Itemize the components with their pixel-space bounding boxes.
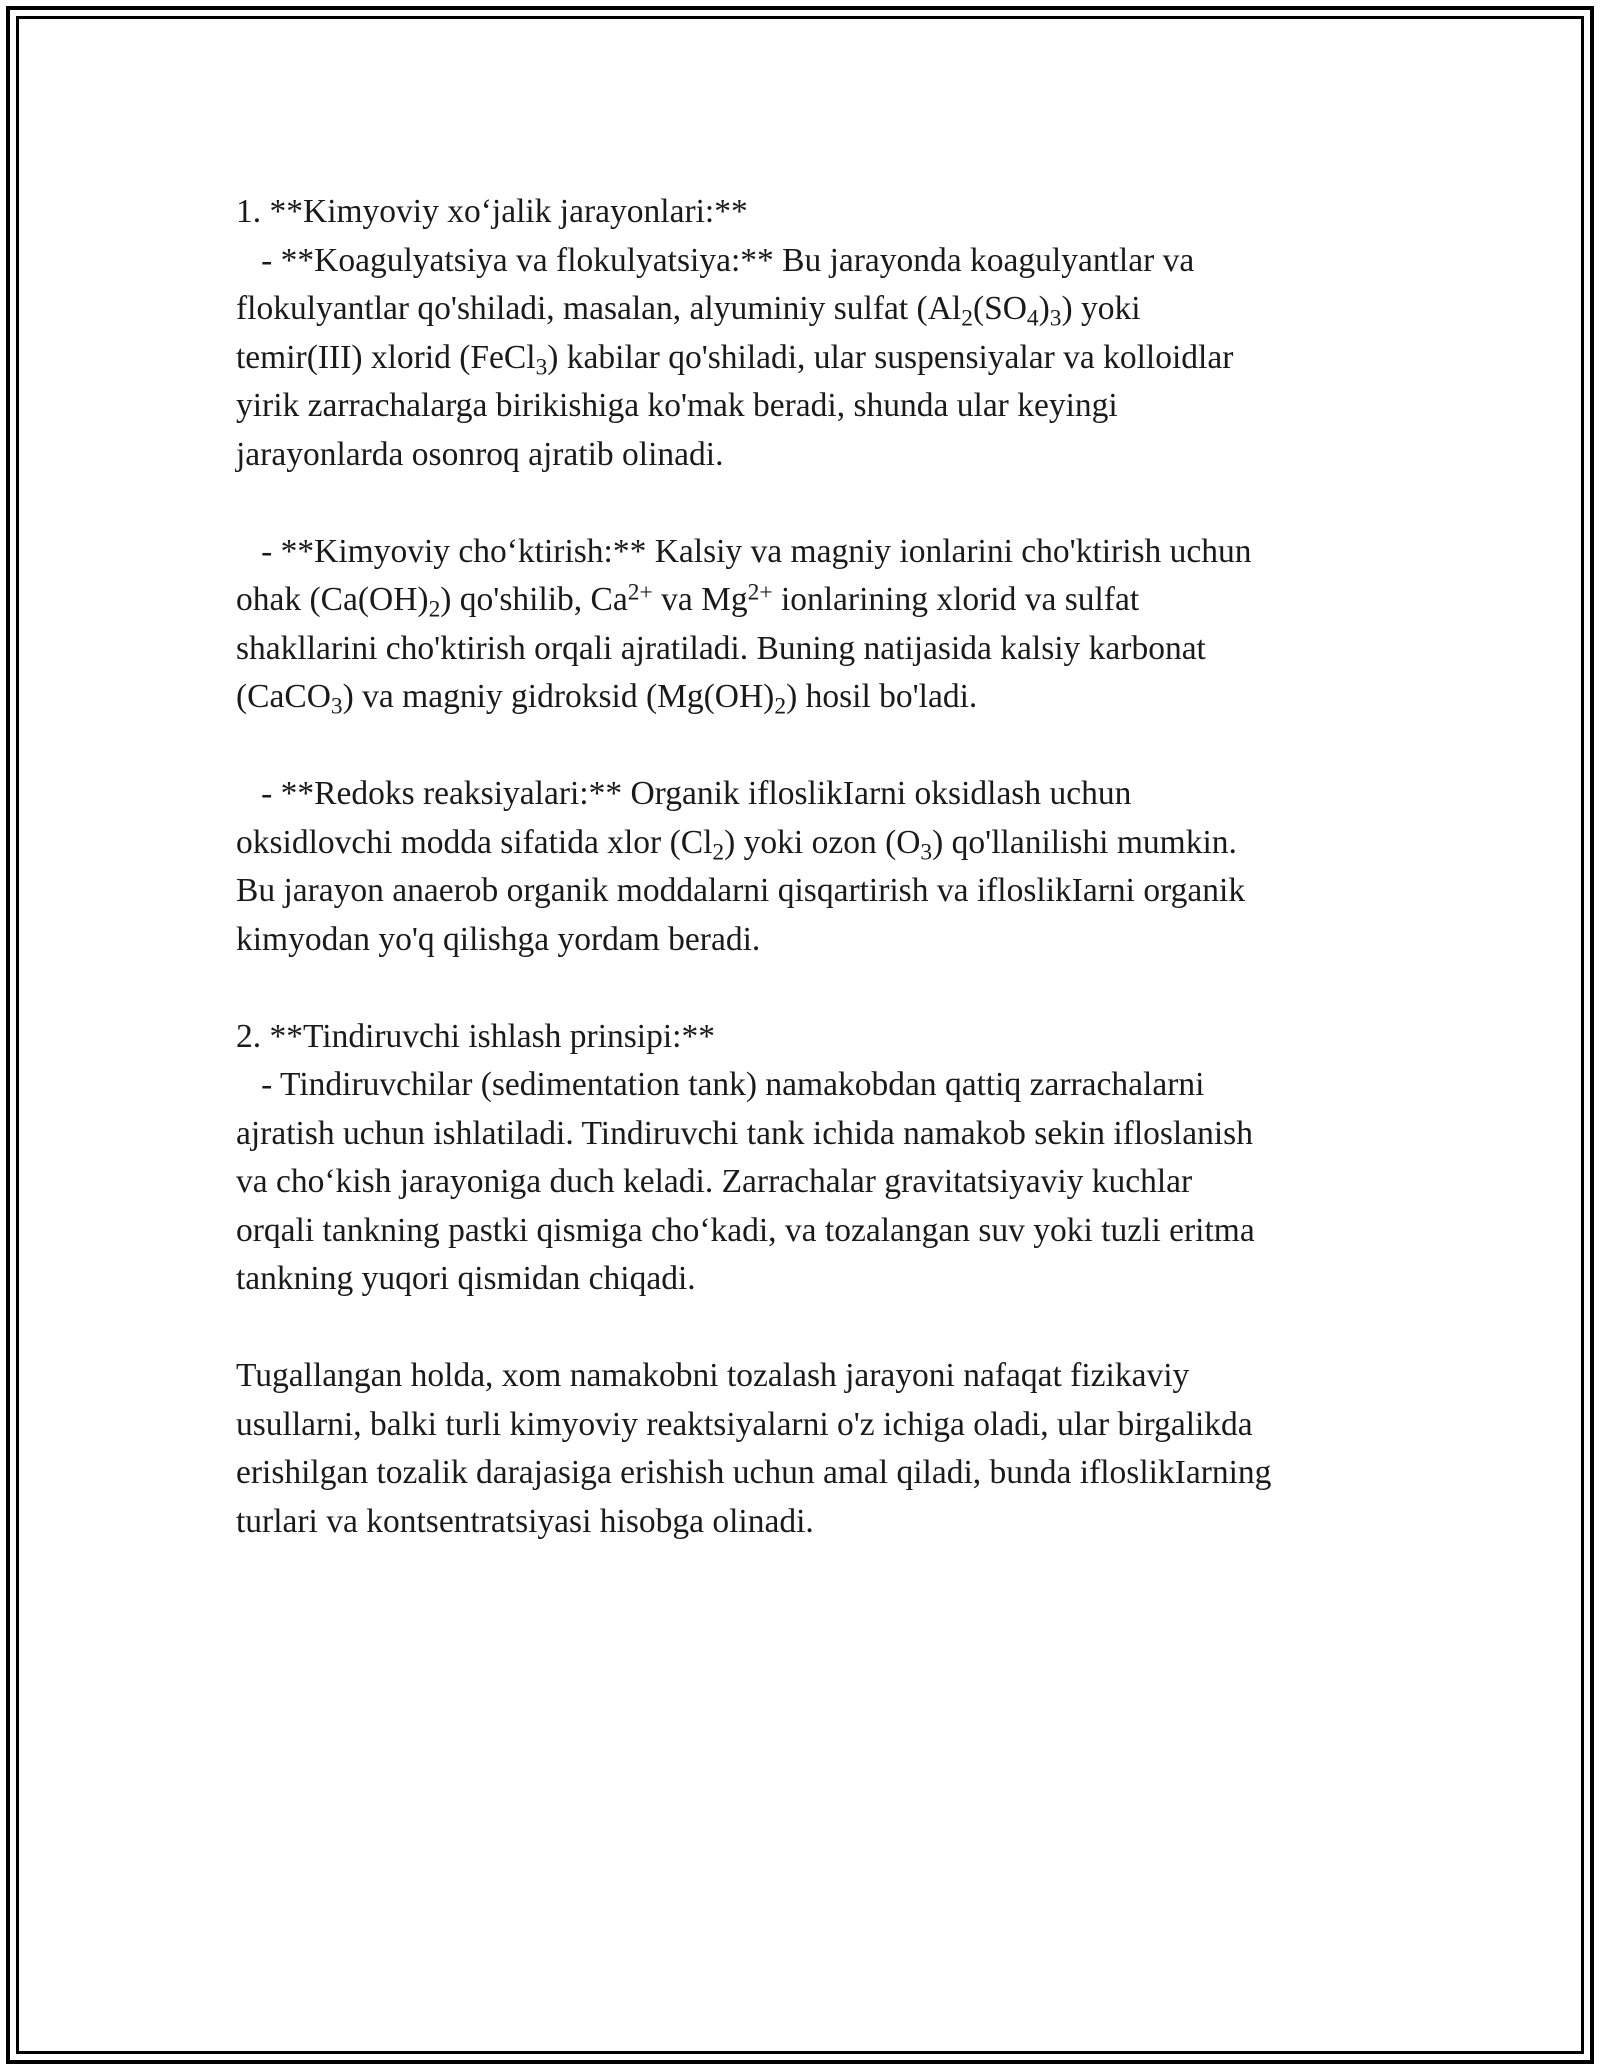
text-line: (CaCO$_3$) va magniy gidroksid $(Mg(OH)_2)$ hosil bo'ladi. — [236, 678, 978, 720]
text-line: erishilgan tozalik darajasiga erishish uchun amal qiladi, bunda ifloslikIarning — [236, 1454, 1272, 1491]
paragraph-redoks — [236, 770, 1386, 964]
document-body — [236, 188, 1386, 1546]
paragraph-tindiruvchi — [236, 1061, 1386, 1304]
paragraph-spacer — [236, 722, 1386, 771]
text-line: tankning yuqori qismidan chiqadi. — [236, 1260, 696, 1297]
text-line: oksidlovchi modda sifatida xlor $(Cl_2)$ yoki ozon $(O_3)$ qo'llanilishi mumkin. — [236, 823, 1237, 866]
text-line: turlari va kontsentratsiyasi hisobga olinadi. — [236, 1502, 814, 1540]
section-heading: 2. **Tindiruvchi ishlash prinsipi:** — [236, 1017, 715, 1055]
text-line: jarayonlarda osonroq ajratib olinadi. — [236, 435, 724, 473]
text-line: kimyodan yo'q qilishga yordam beradi. — [236, 920, 761, 958]
text-line: usullarni, balki turli kimyoviy reaktsiyalarni o'z ichiga oladi, ular birgalikda — [236, 1405, 1253, 1443]
text-line: shakllarini cho'ktirish orqali ajratiladi. Buning natijasida kalsiy karbonat — [236, 629, 1206, 667]
paragraph-conclusion — [236, 1352, 1386, 1546]
text-line: Tugallangan holda, xom namakobni tozalash jarayoni nafaqat fizikaviy — [236, 1357, 1190, 1394]
text-line: Bu jarayon anaerob organik moddalarni qisqartirish va ifloslikIarni organik — [236, 872, 1246, 909]
text-line: yirik zarrachalarga birikishiga ko'mak beradi, shunda ular keyingi — [236, 387, 1118, 424]
text-line: - **Koagulyatsiya va flokulyatsiya:** Bu jarayonda koagulyantlar va — [236, 241, 1195, 279]
text-line: ajratish uchun ishlatiladi. Tindiruvchi tank ichida namakob sekin ifloslanish — [236, 1114, 1253, 1152]
text-line: va cho‘kish jarayoniga duch keladi. Zarrachalar gravitatsiyaviy kuchlar — [236, 1163, 1193, 1200]
paragraph-koagulyatsiya — [236, 237, 1386, 480]
section-heading: 1. **Kimyoviy xo‘jalik jarayonlari:** — [236, 193, 748, 230]
text-line: ohak $(Ca(OH)_2)$ qo'shilib, $Ca^{2+}$ va $Mg^{2+}$ ionlarining xlorid va sulfat — [236, 579, 1140, 623]
paragraph-spacer — [236, 964, 1386, 1013]
text-line: orqali tankning pastki qismiga cho‘kadi, va tozalangan suv yoki tuzli eritma — [236, 1211, 1255, 1249]
paragraph-spacer — [236, 479, 1386, 528]
text-line: - **Kimyoviy cho‘ktirish:** Kalsiy va magniy ionlarini cho'ktirish uchun — [236, 532, 1252, 570]
text-line: temir(III) xlorid (FeCl$_3$) kabilar qo'shiladi, ular suspensiyalar va kolloidlar — [236, 338, 1234, 381]
text-line: - **Redoks reaksiyalari:** Organik ifloslikIarni oksidlash uchun — [236, 775, 1132, 812]
text-line: - Tindiruvchilar (sedimentation tank) namakobdan qattiq zarrachalarni — [236, 1066, 1205, 1103]
paragraph-spacer — [236, 1304, 1386, 1353]
text-line: flokulyantlar qo'shiladi, masalan, alyuminiy sulfat $(Al_2(SO_4)_3)$ yoki — [236, 290, 1141, 332]
paragraph-chokirish — [236, 528, 1386, 722]
